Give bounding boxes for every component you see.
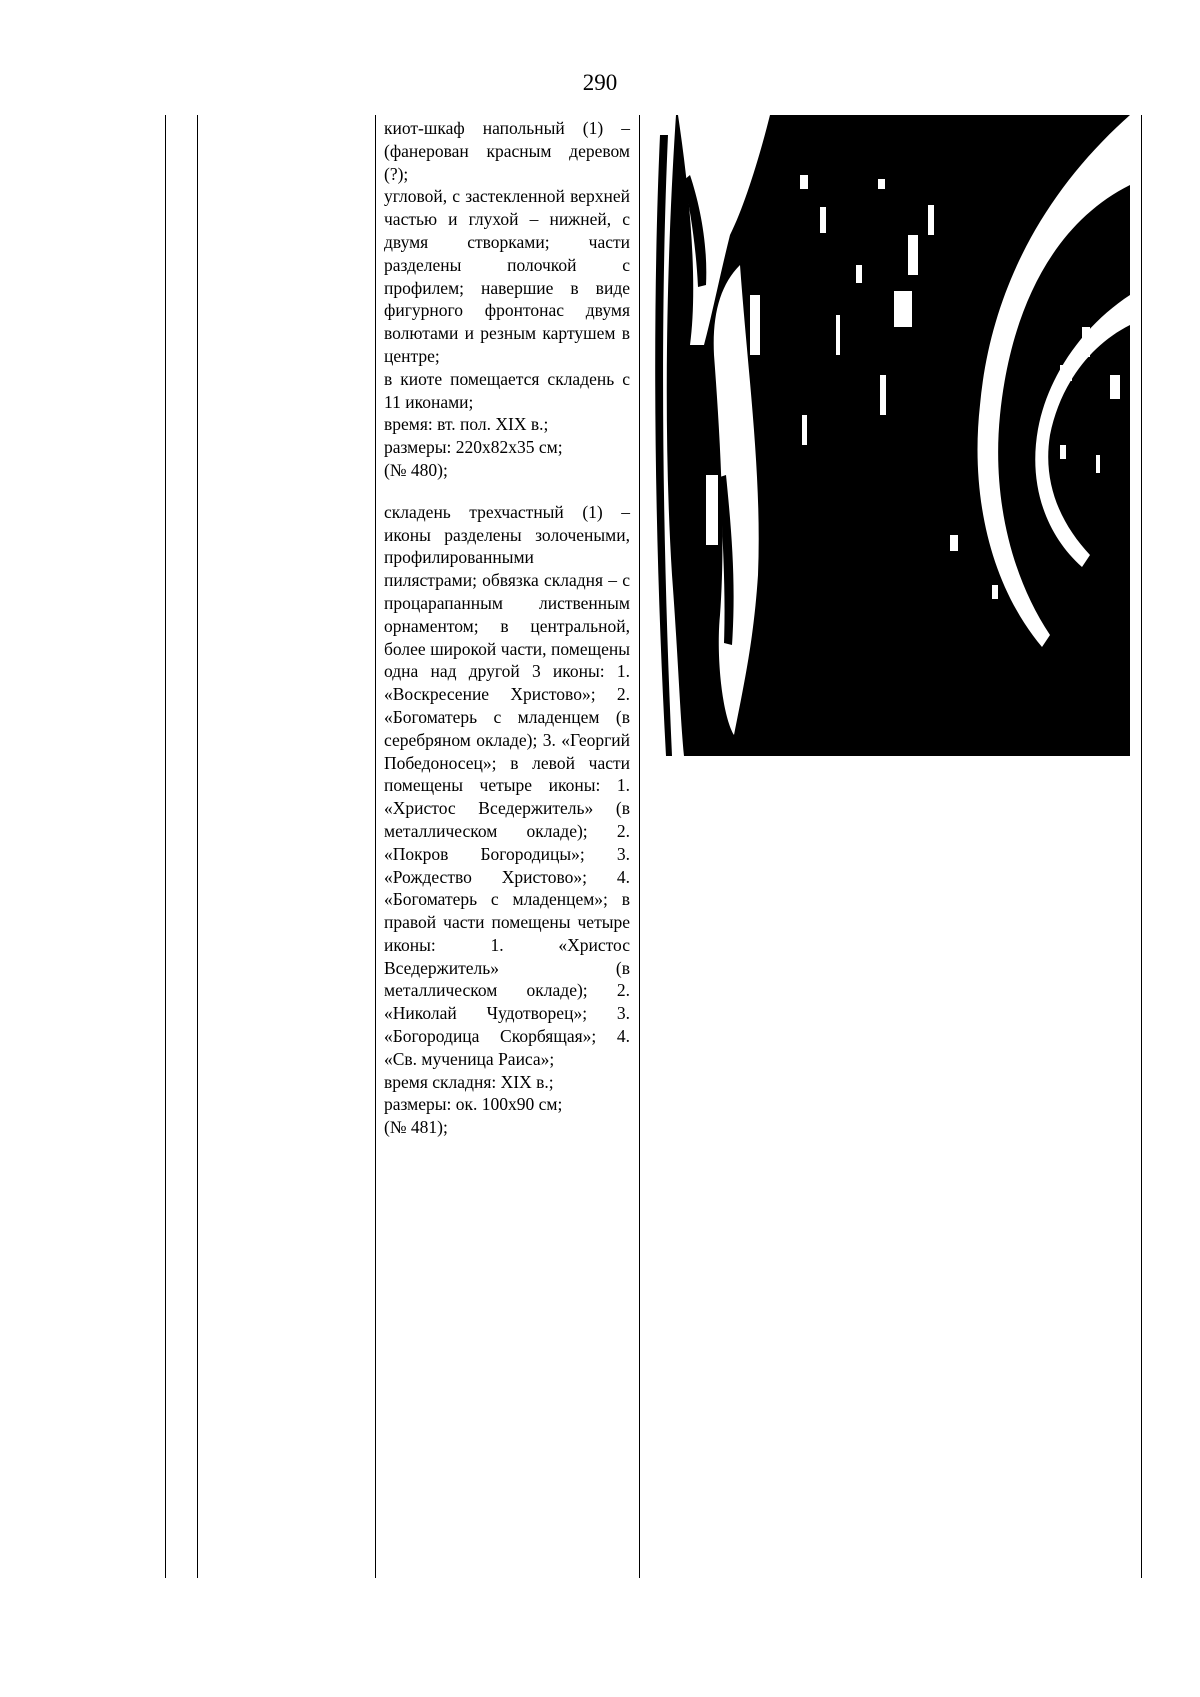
entry-line: (№ 481); <box>384 1117 448 1138</box>
entry-line: время складня: XIX в.; <box>384 1071 554 1092</box>
photo-icon-case <box>650 115 1130 756</box>
table-column-divider-3 <box>639 115 640 1578</box>
entry-line: (№ 480); <box>384 459 448 480</box>
entry-line: время: вт. пол. XIX в.; <box>384 414 549 435</box>
entry-line: размеры: 220х82х35 см; <box>384 437 563 458</box>
table-column-divider-2 <box>375 115 376 1578</box>
entry-line: в киоте помещается складень с 11 иконами; <box>384 368 630 412</box>
entry-line: размеры: ок. 100х90 см; <box>384 1094 563 1115</box>
description-cell <box>384 117 630 1139</box>
table-border-right <box>1141 115 1142 1578</box>
entry-line: складень трехчастный (1) – иконы разделены золочеными, профилированными пилястрами; обвязка складня – с процарапанным лиственным орнаментом; в центральной, более широкой части, помещены одна над другой 3 иконы: 1. «Воскресение Христово»; 2. «Богоматерь с младенцем (в серебряном окладе); 3. «Георгий Победоносец»; в левой части помещены четыре иконы: 1. «Христос Вседержитель» (в металлическом окладе); 2. «Покров Богородицы»; 3. «Рождество Христово»; 4. «Богоматерь с младенцем»; в правой части помещены четыре иконы: 1. «Христос Вседержитель» (в металлическом окладе); 2. «Николай Чудотворец»; 3. «Богородица Скорбящая»; 4. «Св. мученица Раиса»; <box>384 501 630 1069</box>
entry-triptych-481 <box>384 501 630 1139</box>
page-number: 290 <box>582 70 618 95</box>
entry-icon-case-480 <box>384 117 630 482</box>
table-border-left <box>165 115 166 1578</box>
table-column-divider-1 <box>197 115 198 1578</box>
entry-line: угловой, с застекленной верхней частью и глухой – нижней, с двумя створками; части разделены полочкой с профилем; навершие в виде фигурного фронтонас двумя волютами и резным картушем в центре; <box>384 186 630 366</box>
entry-line: киот-шкаф напольный (1) – (фанерован красным деревом (?); <box>384 118 630 184</box>
photo-artwork <box>650 115 1130 756</box>
